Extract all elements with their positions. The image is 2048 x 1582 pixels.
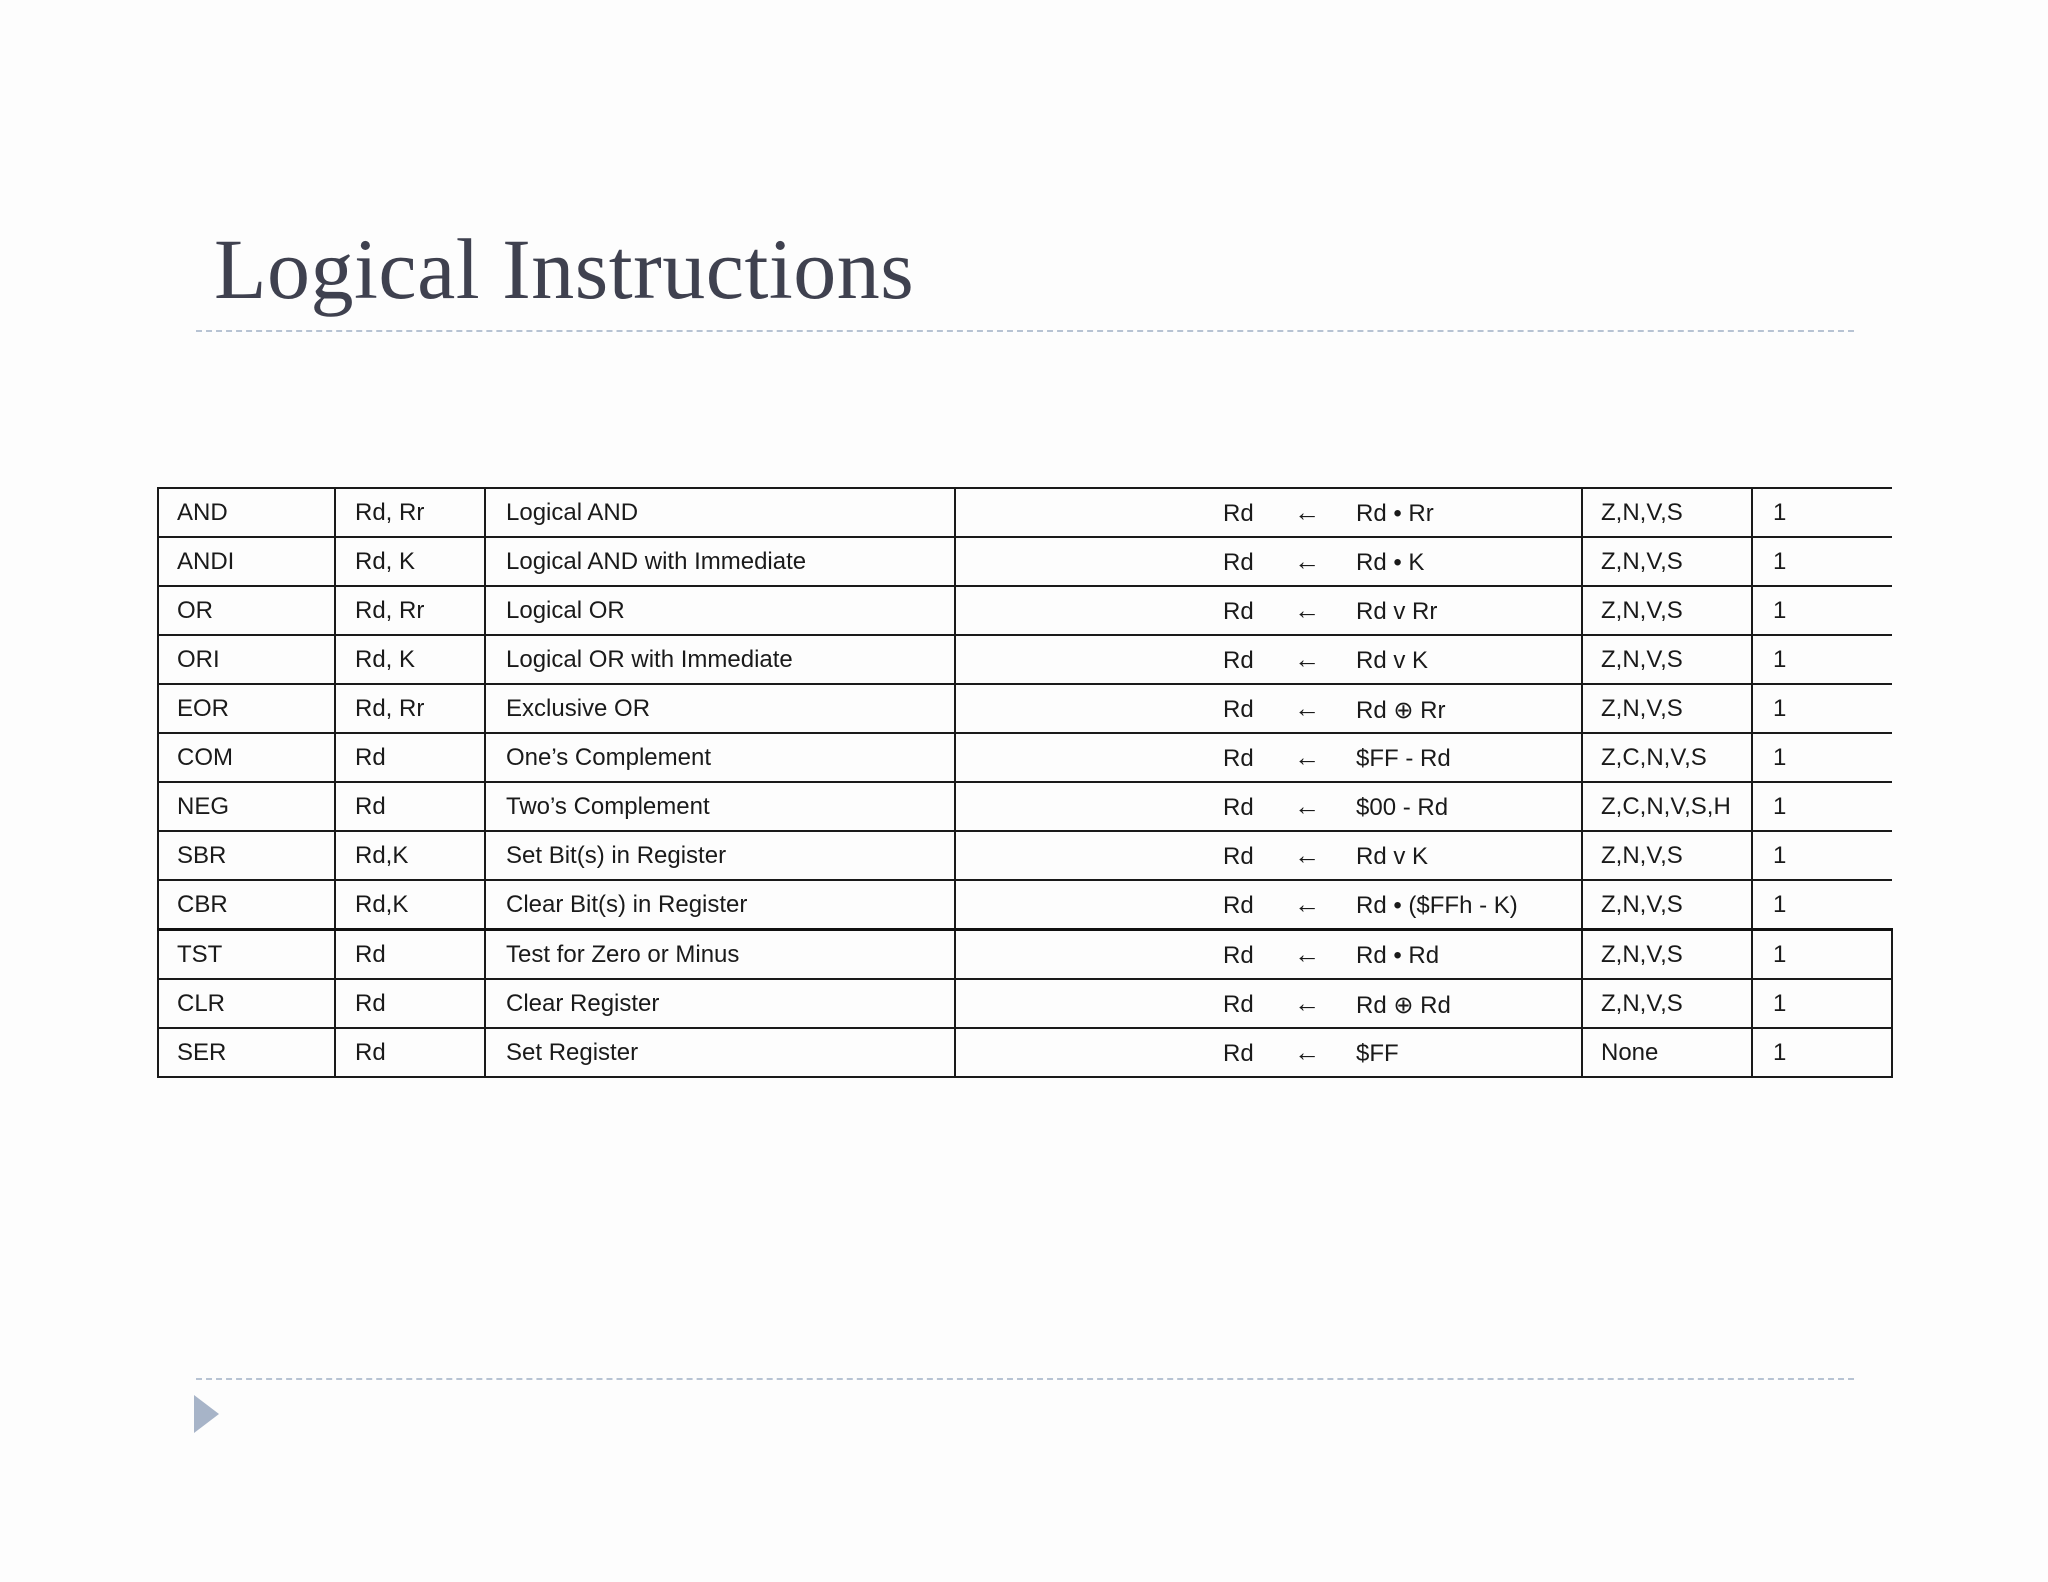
mnemonic-cell: NEG xyxy=(158,782,335,831)
description-cell: Exclusive OR xyxy=(485,684,955,733)
mnemonic-cell: ORI xyxy=(158,635,335,684)
operands-cell: Rd, K xyxy=(335,635,485,684)
operands-cell: Rd, Rr xyxy=(335,488,485,537)
operation-expression: $00 - Rd xyxy=(1356,794,1449,821)
clocks-cell: 1 xyxy=(1752,684,1892,733)
mnemonic-cell: SER xyxy=(158,1028,335,1077)
operation-cell xyxy=(955,1028,1582,1077)
mnemonic-cell: CBR xyxy=(158,880,335,930)
table-body xyxy=(158,488,1892,1077)
clocks-cell: 1 xyxy=(1752,488,1892,537)
left-arrow-icon: ← xyxy=(1294,1037,1320,1067)
mnemonic-cell: OR xyxy=(158,586,335,635)
flags-cell: Z,N,V,S xyxy=(1582,488,1752,537)
operation-expression: Rd v K xyxy=(1356,647,1429,674)
description-cell: Two’s Complement xyxy=(485,782,955,831)
operation-dest: Rd xyxy=(1223,892,1254,919)
table-row xyxy=(158,782,1892,831)
operation-expression: Rd • ($FFh - K) xyxy=(1356,892,1518,919)
flags-cell: Z,N,V,S xyxy=(1582,831,1752,880)
clocks-cell: 1 xyxy=(1752,831,1892,880)
description-cell: Clear Register xyxy=(485,979,955,1028)
logical-instructions-table xyxy=(157,487,1893,1078)
flags-cell: Z,N,V,S xyxy=(1582,635,1752,684)
operation-expression: $FF xyxy=(1356,1040,1399,1067)
operands-cell: Rd xyxy=(335,1028,485,1077)
operation-expression: Rd v K xyxy=(1356,843,1429,870)
mnemonic-cell: COM xyxy=(158,733,335,782)
left-arrow-icon: ← xyxy=(1294,840,1320,870)
table-row xyxy=(158,586,1892,635)
operation-cell xyxy=(955,635,1582,684)
operation-cell xyxy=(955,831,1582,880)
description-cell: Logical OR with Immediate xyxy=(485,635,955,684)
operands-cell: Rd xyxy=(335,733,485,782)
clocks-cell: 1 xyxy=(1752,586,1892,635)
operands-cell: Rd xyxy=(335,930,485,980)
description-cell: One’s Complement xyxy=(485,733,955,782)
description-cell: Test for Zero or Minus xyxy=(485,930,955,980)
table-row xyxy=(158,1028,1892,1077)
description-cell: Logical AND xyxy=(485,488,955,537)
operation-cell xyxy=(955,880,1582,930)
operation-dest: Rd xyxy=(1223,1040,1254,1067)
mnemonic-cell: AND xyxy=(158,488,335,537)
table-row xyxy=(158,488,1892,537)
operation-dest: Rd xyxy=(1223,794,1254,821)
left-arrow-icon: ← xyxy=(1294,546,1320,576)
clocks-cell: 1 xyxy=(1752,733,1892,782)
operation-expression: Rd • Rd xyxy=(1356,942,1440,969)
operation-expression: Rd v Rr xyxy=(1356,598,1438,625)
left-arrow-icon: ← xyxy=(1294,595,1320,625)
flags-cell: Z,C,N,V,S xyxy=(1582,733,1752,782)
left-arrow-icon: ← xyxy=(1294,889,1320,919)
clocks-cell: 1 xyxy=(1752,880,1892,930)
operation-dest: Rd xyxy=(1223,647,1254,674)
clocks-cell: 1 xyxy=(1752,782,1892,831)
flags-cell: Z,N,V,S xyxy=(1582,586,1752,635)
table-row xyxy=(158,930,1892,980)
clocks-cell: 1 xyxy=(1752,930,1892,980)
description-cell: Set Bit(s) in Register xyxy=(485,831,955,880)
operation-dest: Rd xyxy=(1223,598,1254,625)
flags-cell: Z,N,V,S xyxy=(1582,979,1752,1028)
clocks-cell: 1 xyxy=(1752,1028,1892,1077)
operation-cell xyxy=(955,684,1582,733)
mnemonic-cell: ANDI xyxy=(158,537,335,586)
operands-cell: Rd,K xyxy=(335,831,485,880)
operands-cell: Rd, Rr xyxy=(335,586,485,635)
operands-cell: Rd,K xyxy=(335,880,485,930)
operation-dest: Rd xyxy=(1223,991,1254,1018)
clocks-cell: 1 xyxy=(1752,537,1892,586)
left-arrow-icon: ← xyxy=(1294,791,1320,821)
operands-cell: Rd, Rr xyxy=(335,684,485,733)
triangle-bullet-icon xyxy=(194,1395,219,1433)
description-cell: Clear Bit(s) in Register xyxy=(485,880,955,930)
operation-dest: Rd xyxy=(1223,942,1254,969)
operands-cell: Rd xyxy=(335,782,485,831)
left-arrow-icon: ← xyxy=(1294,939,1320,969)
operation-expression: Rd ⊕ Rr xyxy=(1356,697,1446,724)
flags-cell: Z,C,N,V,S,H xyxy=(1582,782,1752,831)
mnemonic-cell: EOR xyxy=(158,684,335,733)
left-arrow-icon: ← xyxy=(1294,742,1320,772)
operation-expression: Rd • Rr xyxy=(1356,500,1434,527)
slide-title: Logical Instructions xyxy=(214,221,915,317)
footer-divider xyxy=(196,1378,1854,1380)
operation-cell xyxy=(955,488,1582,537)
flags-cell: None xyxy=(1582,1028,1752,1077)
clocks-cell: 1 xyxy=(1752,979,1892,1028)
operation-dest: Rd xyxy=(1223,549,1254,576)
description-cell: Logical OR xyxy=(485,586,955,635)
left-arrow-icon: ← xyxy=(1294,988,1320,1018)
operation-dest: Rd xyxy=(1223,696,1254,723)
operation-cell xyxy=(955,586,1582,635)
table-row xyxy=(158,537,1892,586)
mnemonic-cell: CLR xyxy=(158,979,335,1028)
table-row xyxy=(158,684,1892,733)
table-row xyxy=(158,979,1892,1028)
clocks-cell: 1 xyxy=(1752,635,1892,684)
operands-cell: Rd xyxy=(335,979,485,1028)
operation-cell xyxy=(955,782,1582,831)
mnemonic-cell: TST xyxy=(158,930,335,980)
table-row xyxy=(158,733,1892,782)
left-arrow-icon: ← xyxy=(1294,644,1320,674)
operation-dest: Rd xyxy=(1223,500,1254,527)
operands-cell: Rd, K xyxy=(335,537,485,586)
flags-cell: Z,N,V,S xyxy=(1582,880,1752,930)
operation-cell xyxy=(955,537,1582,586)
operation-dest: Rd xyxy=(1223,745,1254,772)
operation-cell xyxy=(955,979,1582,1028)
operation-expression: Rd ⊕ Rd xyxy=(1356,992,1451,1019)
description-cell: Set Register xyxy=(485,1028,955,1077)
operation-cell xyxy=(955,733,1582,782)
table-row xyxy=(158,635,1892,684)
operation-dest: Rd xyxy=(1223,843,1254,870)
left-arrow-icon: ← xyxy=(1294,497,1320,527)
table-row xyxy=(158,880,1892,930)
flags-cell: Z,N,V,S xyxy=(1582,930,1752,980)
operation-expression: Rd • K xyxy=(1356,549,1425,576)
description-cell: Logical AND with Immediate xyxy=(485,537,955,586)
title-divider xyxy=(196,330,1854,332)
left-arrow-icon: ← xyxy=(1294,693,1320,723)
operation-cell xyxy=(955,930,1582,980)
table-row xyxy=(158,831,1892,880)
flags-cell: Z,N,V,S xyxy=(1582,684,1752,733)
mnemonic-cell: SBR xyxy=(158,831,335,880)
operation-expression: $FF - Rd xyxy=(1356,745,1451,772)
flags-cell: Z,N,V,S xyxy=(1582,537,1752,586)
